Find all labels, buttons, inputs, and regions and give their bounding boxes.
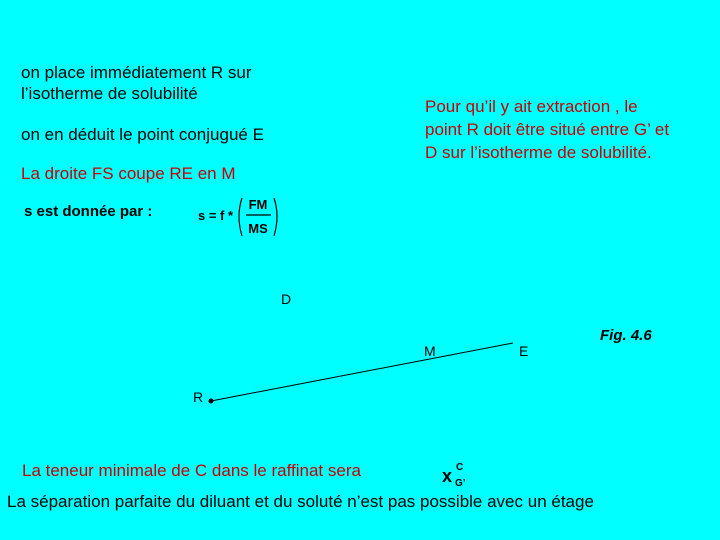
x-subscript: G’	[455, 478, 466, 489]
extraction-condition: Pour qu’il y ait extraction , le point R doit être situé entre G’ et D sur l’isotherme de solubilité.	[425, 97, 670, 162]
x-superscript: C	[456, 462, 464, 473]
formula-denominator: MS	[248, 221, 268, 236]
point-r-label: R	[193, 389, 204, 405]
separation-text: La séparation parfaite du diluant et du soluté n’est pas possible avec un étage	[7, 492, 594, 511]
line-re	[211, 343, 513, 401]
figure-label: Fig. 4.6	[600, 327, 652, 344]
note-isotherme: on place immédiatement R sur l’isotherme de solubilité	[21, 63, 252, 103]
x-main: x	[442, 466, 453, 486]
note-droite-fs: La droite FS coupe RE en M	[21, 164, 236, 183]
formula-numerator: FM	[248, 197, 268, 212]
note-point-conjugue: on en déduit le point conjugué E	[21, 125, 264, 144]
point-r-marker	[209, 399, 214, 404]
point-m-label: M	[424, 343, 436, 359]
teneur-minimale-text: La teneur minimale de C dans le raffinat sera	[22, 461, 361, 480]
formula-lhs: s = f *	[198, 208, 234, 223]
formula-label: s est donnée par :	[24, 203, 153, 220]
x-g-symbol	[440, 458, 474, 490]
point-d-label: D	[281, 291, 292, 307]
point-e-label: E	[519, 343, 529, 359]
